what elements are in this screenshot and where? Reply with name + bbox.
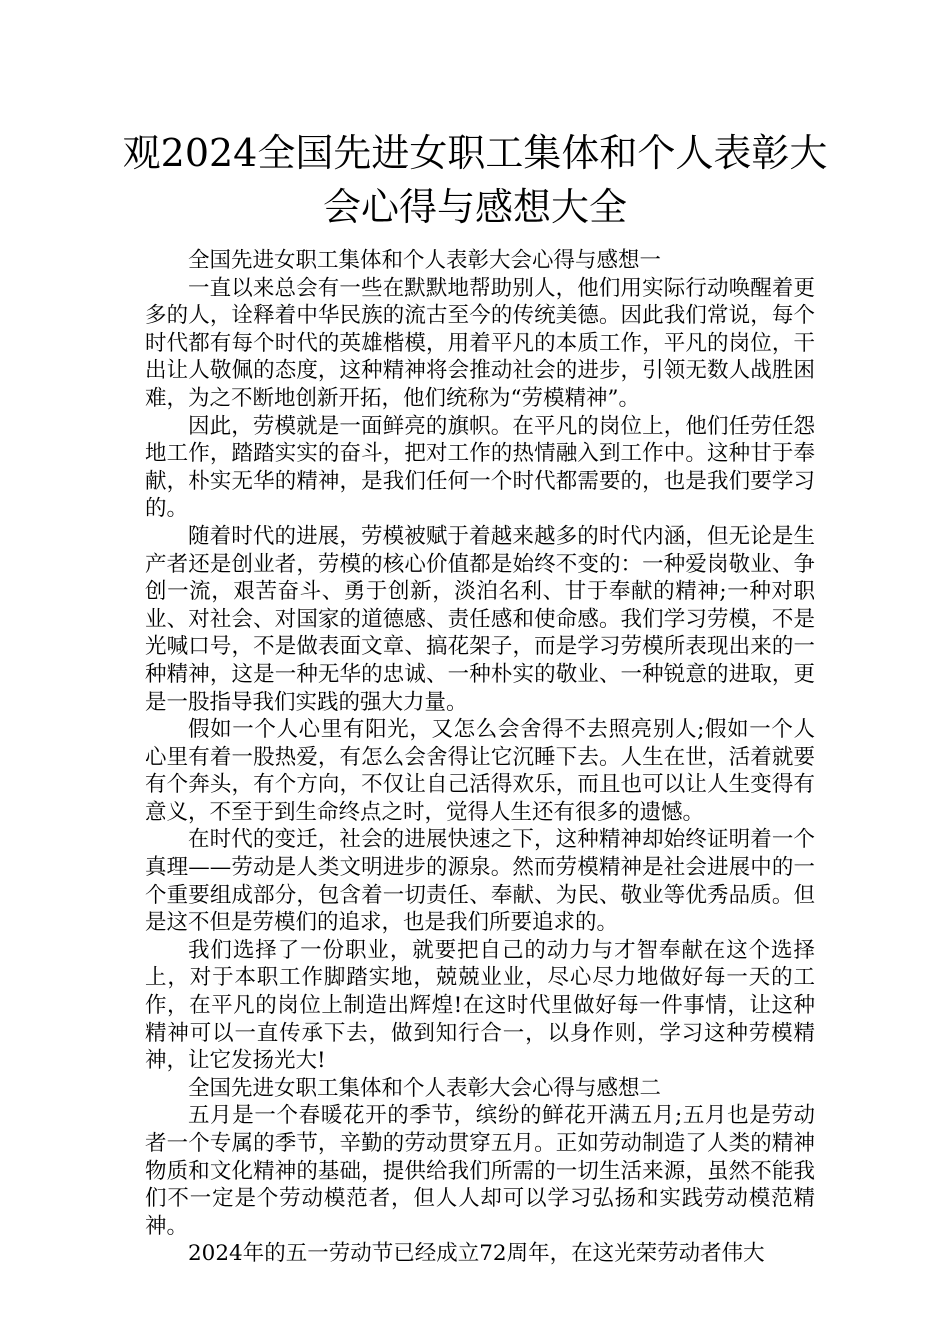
paragraph: 因此，劳模就是一面鲜亮的旗帜。在平凡的岗位上，他们任劳任怨地工作，踏踏实实的奋斗，把对工作的热情融入到工作中。这种甘于奉献，朴实无华的精神，是我们任何一个时代都需要的，也是我们要学习的。 xyxy=(145,413,815,522)
paragraph: 2024年的五一劳动节已经成立72周年，在这光荣劳动者伟大 xyxy=(188,1241,765,1267)
document-title: 观2024全国先进女职工集体和个人表彰大会心得与感想大全 xyxy=(122,131,828,229)
document-body xyxy=(145,247,815,1268)
section-heading-2: 全国先进女职工集体和个人表彰大会心得与感想二 xyxy=(188,1075,662,1101)
section-heading-1: 全国先进女职工集体和个人表彰大会心得与感想一 xyxy=(188,248,662,273)
paragraph: 一直以来总会有一些在默默地帮助别人，他们用实际行动唤醒着更多的人，诠释着中华民族的流古至今的传统美德。因此我们常说，每个时代都有每个时代的英雄楷模，用着平凡的本质工作，平凡的岗位，干出让人敬佩的态度，这种精神将会推动社会的进步，引领无数人战胜困难，为之不断地创新开拓，他们统称为“劳模精神”。 xyxy=(145,275,815,411)
paragraph: 随着时代的进展，劳模被赋于着越来越多的时代内涵，但无论是生产者还是创业者，劳模的核心价值都是始终不变的：一种爱岗敬业、争创一流，艰苦奋斗、勇于创新，淡泊名利、甘于奉献的精神;一种对职业、对社会、对国家的道德感、责任感和使命感。我们学习劳模，不是光喊口号，不是做表面文章、搞花架子，而是学习劳模所表现出来的一种精神，这是一种无华的忠诚、一种朴实的敬业、一种锐意的进取，更是一股指导我们实践的强大力量。 xyxy=(145,523,815,715)
paragraph: 五月是一个春暖花开的季节，缤纷的鲜花开满五月;五月也是劳动者一个专属的季节，辛勤的劳动贯穿五月。正如劳动制造了人类的精神物质和文化精神的基础，提供给我们所需的一切生活来源，虽然不能我们不一定是个劳动模范者，但人人却可以学习弘扬和实践劳动模范精神。 xyxy=(145,1103,815,1239)
paragraph: 我们选择了一份职业，就要把自己的动力与才智奉献在这个选择上，对于本职工作脚踏实地，兢兢业业，尽心尽力地做好每一天的工作，在平凡的岗位上制造出辉煌!在这时代里做好每一件事情，让这种精神可以一直传承下去，做到知行合一，以身作则，学习这种劳模精神，让它发扬光大! xyxy=(145,937,815,1074)
paragraph: 假如一个人心里有阳光，又怎么会舍得不去照亮别人;假如一个人心里有着一股热爱，有怎么会舍得让它沉睡下去。人生在世，活着就要有个奔头，有个方向，不仅让自己活得欢乐，而且也可以让人生变得有意义，不至于到生命终点之时，觉得人生还有很多的遗憾。 xyxy=(145,717,815,825)
paragraph: 在时代的变迁，社会的进展快速之下，这种精神却始终证明着一个真理——劳动是人类文明进步的源泉。然而劳模精神是社会进展中的一个重要组成部分，包含着一切责任、奉献、为民、敬业等优秀品质。但是这不但是劳模们的追求，也是我们所要追求的。 xyxy=(145,827,815,936)
